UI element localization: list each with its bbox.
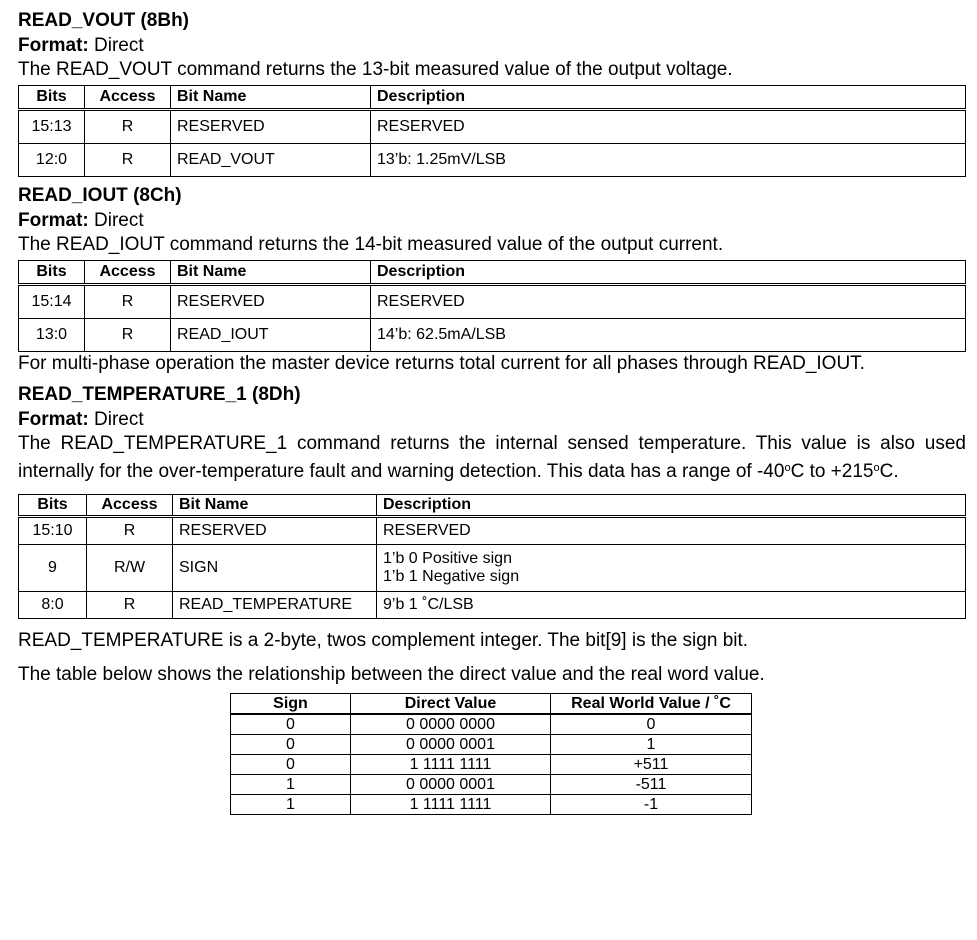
column-header: Bit Name — [171, 86, 371, 110]
table-cell: R — [87, 517, 173, 545]
table-cell: R — [85, 319, 171, 352]
table-cell: R — [85, 285, 171, 319]
read-iout-description: The READ_IOUT command returns the 14-bit measured value of the output current. — [18, 234, 724, 255]
table-cell: 1 — [231, 795, 351, 815]
read-vout-heading: READ_VOUT (8Bh) — [18, 10, 190, 31]
table-cell: RESERVED — [371, 285, 966, 319]
column-header: Description — [371, 261, 966, 285]
table-header-row — [19, 261, 966, 285]
table-cell: 1 — [551, 735, 752, 755]
table-cell: RESERVED — [377, 517, 966, 545]
table-row — [231, 795, 752, 815]
degree-mark: o — [784, 462, 791, 474]
column-header: Description — [377, 495, 966, 517]
table-cell: 0 0000 0001 — [351, 735, 551, 755]
table-cell: 13:0 — [19, 319, 85, 352]
table-cell: 15:10 — [19, 517, 87, 545]
table-cell: 0 — [231, 755, 351, 775]
read-temperature-description: The READ_TEMPERATURE_1 command returns the internal sensed temperature. This value is also used internally for the over-temperature fault and warning detection. This data has a range of -40$^o$C to $+215^oC$. — [18, 433, 966, 482]
column-header: Access — [85, 86, 171, 110]
column-header: Direct Value — [351, 694, 551, 715]
table-row — [231, 714, 752, 735]
table-cell: R — [87, 592, 173, 619]
column-header: Real World Value / ˚C — [551, 694, 752, 715]
table-header-row — [231, 694, 752, 715]
table-cell: +511 — [551, 755, 752, 775]
column-header: Access — [85, 261, 171, 285]
table-row — [19, 592, 966, 619]
table-cell: R/W — [87, 545, 173, 592]
table-cell: READ_VOUT — [171, 144, 371, 177]
read-temperature-note: READ_TEMPERATURE is a 2-byte, twos complement integer. The bit[9] is the sign bit. — [18, 630, 749, 651]
table-cell: SIGN — [173, 545, 377, 592]
table-cell: 14’b: 62.5mA/LSB — [371, 319, 966, 352]
relationship-intro: The table below shows the relationship between the direct value and the real word value. — [18, 664, 765, 685]
table-cell: R — [85, 144, 171, 177]
table-row — [231, 775, 752, 795]
table-cell: 1 1111 1111 — [351, 795, 551, 815]
column-header: Bits — [19, 495, 87, 517]
table-cell: 0 0000 0000 — [351, 714, 551, 735]
table-cell: 12:0 — [19, 144, 85, 177]
table-header-row — [19, 495, 966, 517]
table-row — [231, 735, 752, 755]
table-cell: READ_TEMPERATURE — [173, 592, 377, 619]
sign-negative-text: 1’b 1 Negative sign — [383, 568, 520, 585]
table-cell: 0 — [231, 714, 351, 735]
column-header: Bit Name — [171, 261, 371, 285]
table-row — [19, 144, 966, 177]
table-cell: 15:14 — [19, 285, 85, 319]
read-vout-format: Format: Direct — [18, 35, 144, 56]
table-cell: RESERVED — [173, 517, 377, 545]
column-header: Bits — [19, 261, 85, 285]
table-row — [19, 517, 966, 545]
read-temperature-table — [18, 494, 966, 619]
document-page — [18, 8, 966, 815]
table-row — [231, 755, 752, 775]
table-cell: RESERVED — [171, 285, 371, 319]
read-temperature-format: Format: Direct — [18, 409, 144, 430]
table-cell: 15:13 — [19, 110, 85, 144]
table-cell — [377, 545, 966, 592]
table-cell: 0 — [231, 735, 351, 755]
read-iout-format: Format: Direct — [18, 210, 144, 231]
sign-positive-text: 1’b 0 Positive sign — [383, 550, 512, 567]
read-vout-description: The READ_VOUT command returns the 13-bit measured value of the output voltage. — [18, 59, 733, 80]
table-cell: 9’b 1 ˚C/LSB — [377, 592, 966, 619]
table-cell: R — [85, 110, 171, 144]
table-cell: 0 — [551, 714, 752, 735]
read-iout-heading: READ_IOUT (8Ch) — [18, 185, 182, 206]
column-header: Access — [87, 495, 173, 517]
read-temperature-heading: READ_TEMPERATURE_1 (8Dh) — [18, 384, 301, 405]
table-cell: 8:0 — [19, 592, 87, 619]
table-cell: -511 — [551, 775, 752, 795]
column-header: Description — [371, 86, 966, 110]
read-iout-table — [18, 260, 966, 352]
table-row — [19, 545, 966, 592]
table-cell: RESERVED — [371, 110, 966, 144]
table-cell: 13’b: 1.25mV/LSB — [371, 144, 966, 177]
table-cell: 0 0000 0001 — [351, 775, 551, 795]
table-row — [19, 285, 966, 319]
table-header-row — [19, 86, 966, 110]
column-header: Bits — [19, 86, 85, 110]
relationship-table — [230, 693, 752, 815]
table-cell: 1 — [231, 775, 351, 795]
column-header: Bit Name — [173, 495, 377, 517]
read-iout-note: For multi-phase operation the master device returns total current for all phases through READ_IOUT. — [18, 353, 865, 374]
table-cell: 9 — [19, 545, 87, 592]
table-cell: READ_IOUT — [171, 319, 371, 352]
table-cell: -1 — [551, 795, 752, 815]
table-cell: 1 1111 1111 — [351, 755, 551, 775]
table-row — [19, 319, 966, 352]
degree-mark: o — [873, 462, 880, 474]
table-row — [19, 110, 966, 144]
read-vout-table — [18, 85, 966, 177]
table-cell: RESERVED — [171, 110, 371, 144]
column-header: Sign — [231, 694, 351, 715]
